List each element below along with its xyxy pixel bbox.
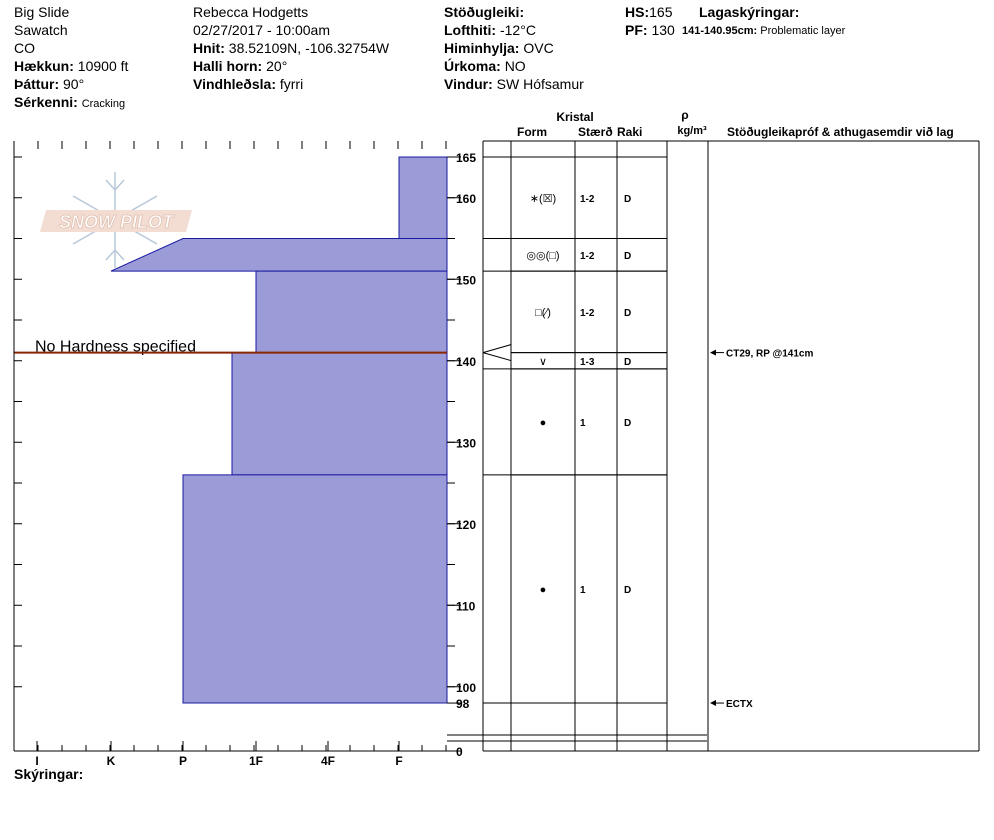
col-tests: Stöðugleikapróf & athugasemdir við lag (727, 125, 954, 139)
hardness-layer-4 (183, 475, 447, 703)
features-value: Cracking (81, 98, 126, 110)
grain-moisture-0: D (624, 193, 632, 205)
col-density: kg/m³ (677, 125, 707, 137)
col-moisture: Raki (617, 125, 643, 139)
height-label-130: 130 (456, 436, 477, 451)
aspect-value: 90° (63, 76, 85, 92)
height-label-100: 100 (456, 680, 477, 695)
height-label-0: 0 (456, 745, 463, 759)
col-crystal: Kristal (556, 110, 594, 124)
grain-form-4: ● (539, 416, 547, 429)
layer-note-text: Problematic layer (760, 25, 846, 37)
hardness-layer-0 (399, 157, 447, 239)
coords-value: 38.52109N, -106.32754W (228, 40, 390, 56)
layer-note-range: 141-140.95cm: (682, 25, 758, 37)
air-temp-value: -12°C (499, 22, 536, 38)
height-label-165: 165 (456, 151, 477, 165)
test-arrowhead-0 (710, 350, 716, 356)
height-label-120: 120 (456, 517, 477, 532)
slope-value: 20° (266, 58, 288, 74)
grain-moisture-4: D (624, 417, 632, 429)
precip-label: Úrkoma: (444, 58, 501, 74)
grain-size-1: 1-2 (580, 250, 595, 262)
height-label-140: 140 (456, 354, 477, 369)
col-rho: ρ (681, 108, 689, 122)
hardness-label-I: I (35, 754, 39, 768)
sky-value: OVC (523, 40, 554, 56)
height-label-150: 150 (456, 273, 477, 288)
critical-wedge (483, 345, 511, 361)
hardness-label-4F: 4F (320, 754, 336, 768)
elevation-label: Hækkun: (14, 58, 74, 74)
grain-form-0: ∗(☒) (529, 192, 557, 205)
height-label-110: 110 (456, 599, 476, 614)
hardness-layer-3 (232, 353, 447, 475)
hardness-label-1F: 1F (248, 754, 264, 768)
test-arrowhead-1 (710, 700, 716, 706)
no-hardness-text: No Hardness specified (35, 338, 196, 356)
hardness-label-F: F (395, 754, 403, 768)
pf-label: PF: (625, 22, 648, 38)
test-text-1: ECTX (726, 699, 753, 711)
stability-label: Stöðugleiki: (444, 4, 525, 20)
col-size: Stærð (578, 125, 613, 139)
grain-form-1: ◎◎(□) (526, 249, 560, 262)
grain-moisture-5: D (624, 584, 632, 596)
legend-label: Skýringar: (14, 766, 84, 782)
grain-size-5: 1 (580, 584, 586, 596)
hs-value: 165 (649, 4, 673, 20)
grain-size-0: 1-2 (580, 193, 595, 205)
wind-loading-label: Vindhleðsla: (193, 76, 276, 92)
elevation-value: 10900 ft (77, 58, 129, 74)
location-state: CO (14, 40, 35, 56)
grain-size-3: 1-3 (580, 356, 595, 368)
location-range: Sawatch (14, 22, 68, 38)
height-label-160: 160 (456, 191, 477, 206)
hs-label: HS: (625, 4, 650, 20)
aspect-label: Þáttur: (14, 76, 60, 92)
slope-label: Halli horn: (193, 58, 263, 74)
col-form: Form (517, 125, 547, 139)
sky-label: Himinhylja: (444, 40, 520, 56)
coords-label: Hnit: (193, 40, 225, 56)
grain-moisture-2: D (624, 307, 632, 319)
grain-size-4: 1 (580, 417, 586, 429)
height-label-98: 98 (456, 697, 470, 712)
grain-form-2: □(⁄) (535, 306, 551, 319)
obs-datetime: 02/27/2017 - 10:00am (193, 22, 330, 38)
grain-moisture-1: D (624, 250, 632, 262)
features-label: Sérkenni: (14, 94, 78, 110)
observer-name: Rebecca Hodgetts (193, 4, 309, 20)
grain-size-2: 1-2 (580, 307, 595, 319)
grain-form-5: ● (539, 583, 547, 596)
pf-value: 130 (651, 22, 675, 38)
precip-value: NO (504, 58, 526, 74)
grain-form-3: ∨ (538, 355, 548, 368)
hardness-layer-1 (111, 239, 447, 272)
logo-text: SNOW PILOT (59, 212, 173, 232)
location-name: Big Slide (14, 4, 70, 20)
grain-moisture-3: D (624, 356, 632, 368)
wind-label: Vindur: (444, 76, 493, 92)
hardness-layer-2 (256, 271, 447, 353)
hardness-label-K: K (106, 754, 116, 768)
wind-value: SW Hófsamur (496, 76, 584, 92)
test-text-0: CT29, RP @141cm (726, 348, 814, 360)
layer-notes-label: Lagaskýringar: (699, 4, 800, 20)
hardness-label-P: P (178, 754, 188, 768)
wind-loading-value: fyrri (279, 76, 304, 92)
air-temp-label: Lofthiti: (444, 22, 497, 38)
